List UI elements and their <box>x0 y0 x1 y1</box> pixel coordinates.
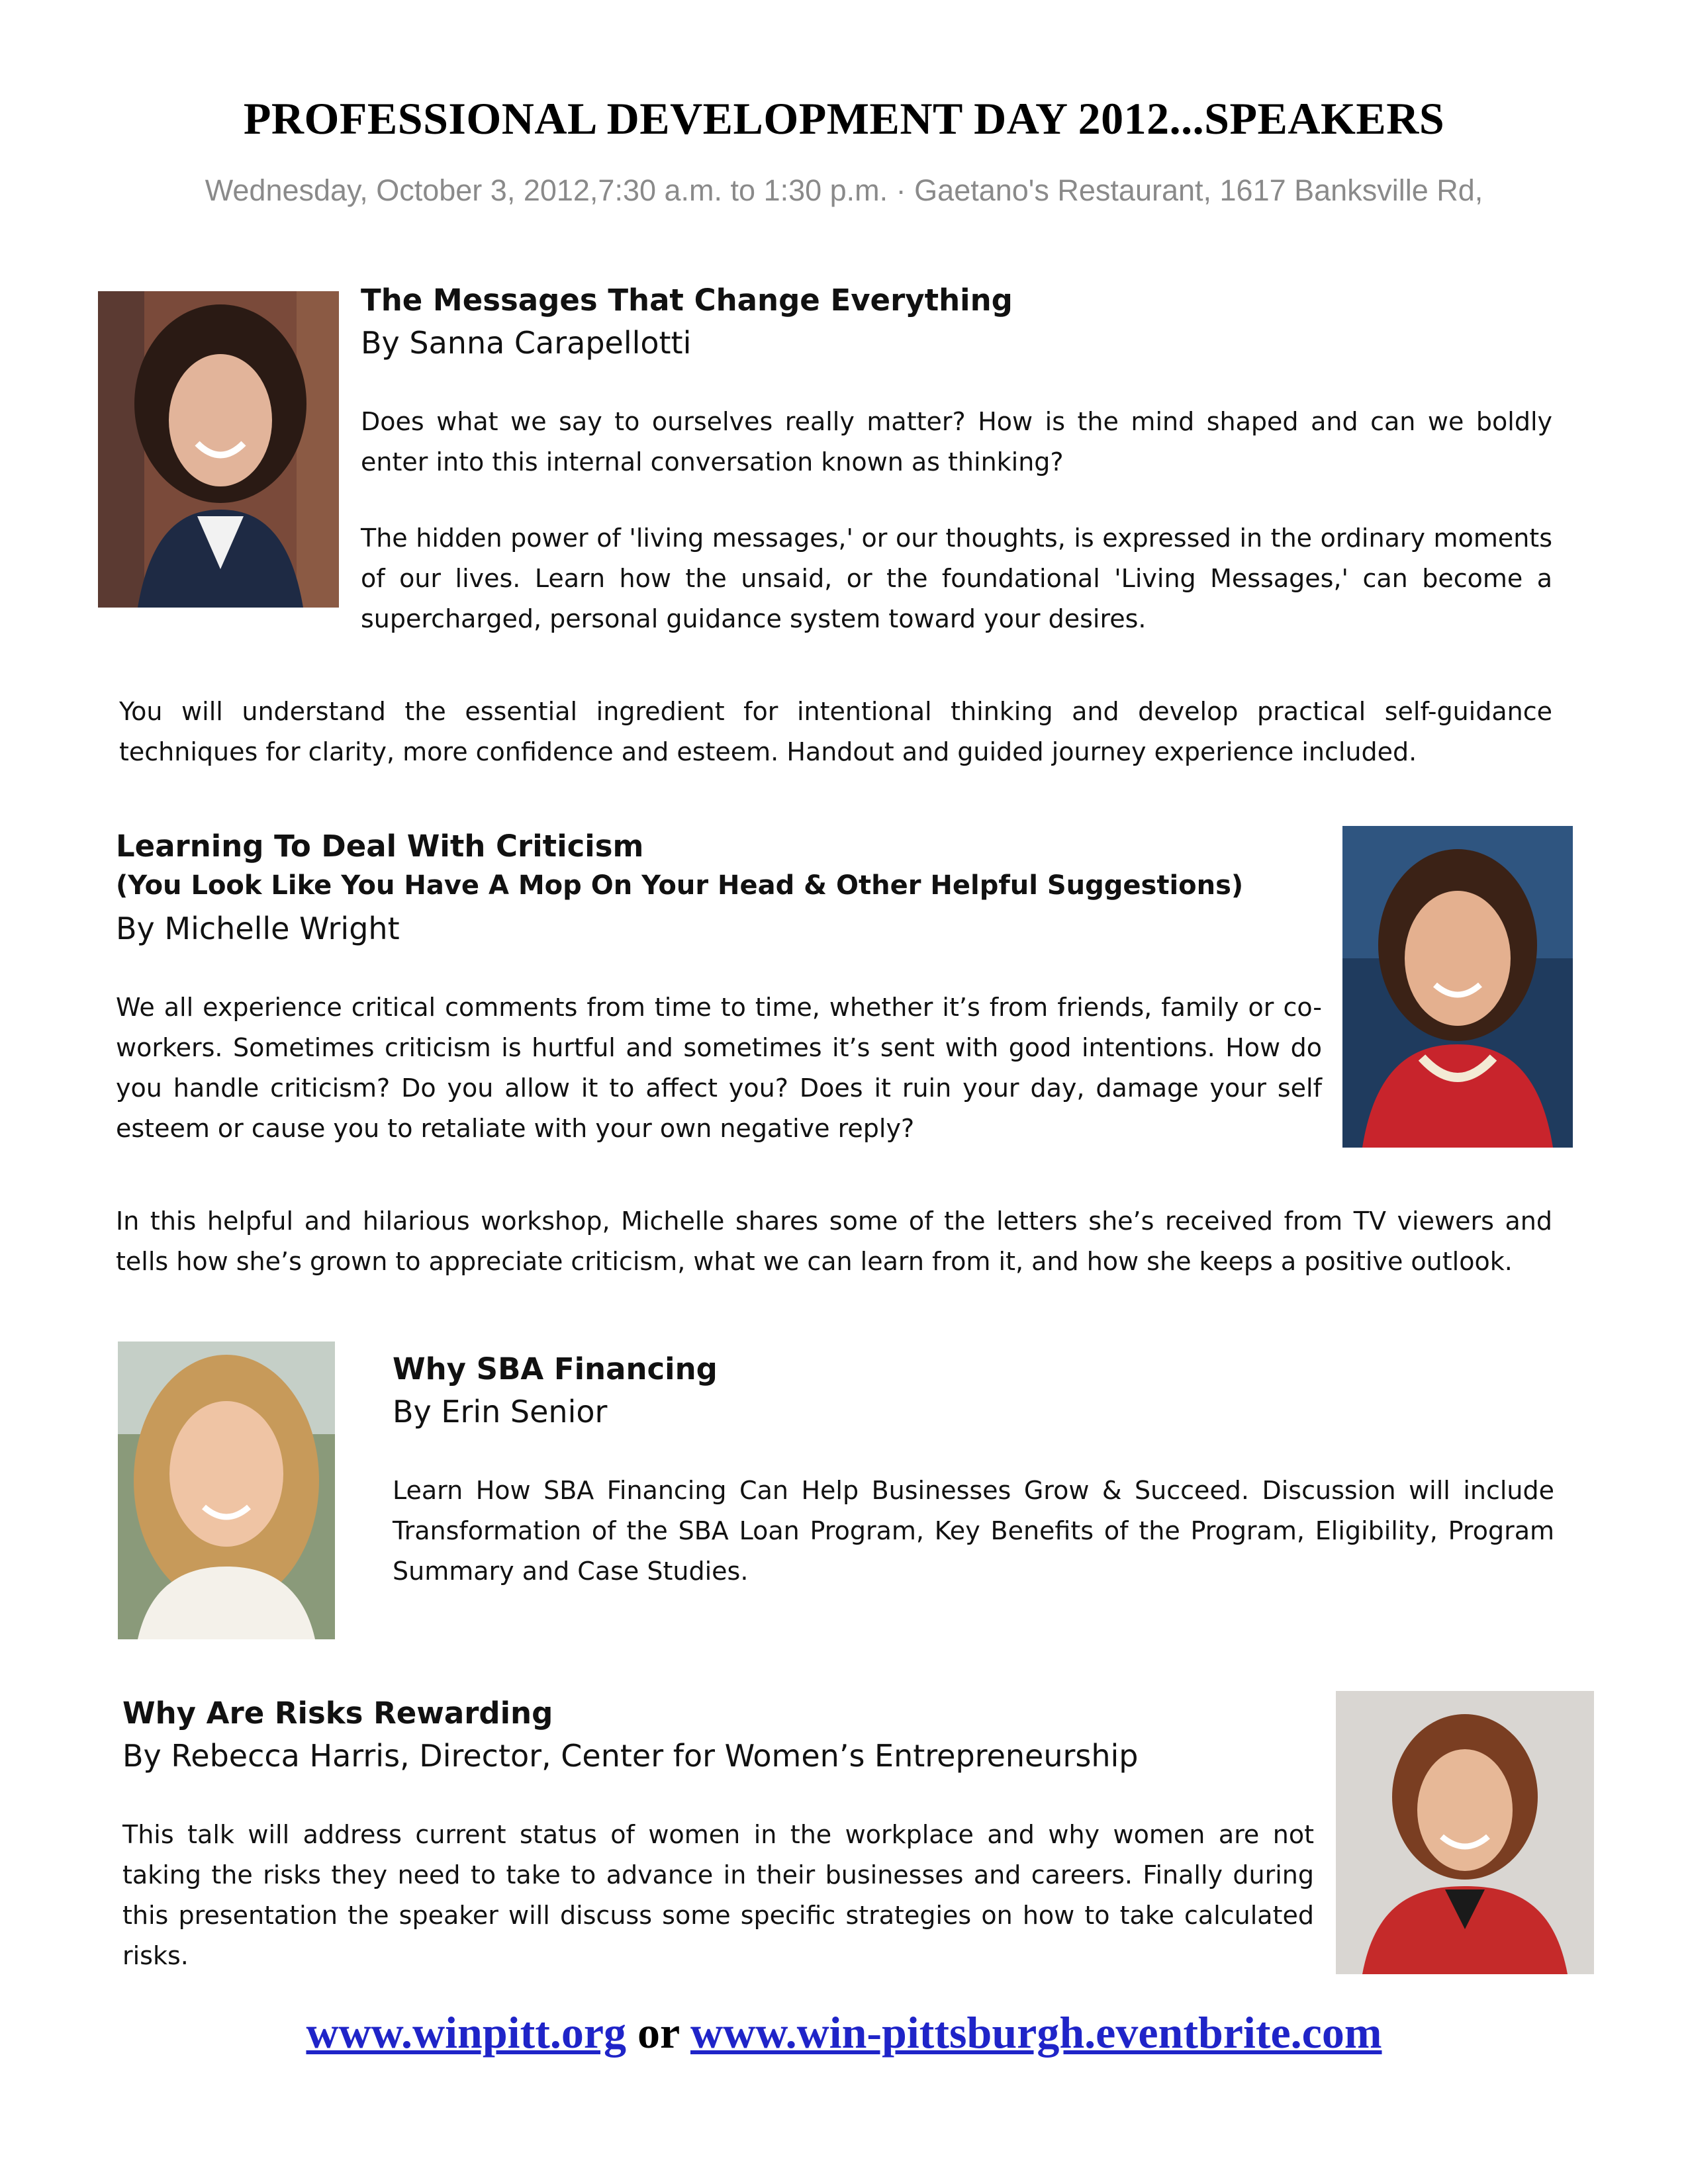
speaker-byline: By Michelle Wright <box>116 911 400 946</box>
talk-title: Why Are Risks Rewarding <box>122 1696 553 1731</box>
event-details: Wednesday, October 3, 2012,7:30 a.m. to 1:30 p.m. · Gaetano's Restaurant, 1617 Banksville Rd, <box>205 173 1483 207</box>
talk-description: This talk will address current status of women in the workplace and why women are not taking the risks they need to take to advance in their businesses and careers. Finally during this presentation the speaker will discuss some specific strategies on how to take calculated risks. <box>122 1820 1314 1970</box>
talk-title: Why SBA Financing <box>393 1351 718 1387</box>
talk-description: In this helpful and hilarious workshop, Michelle shares some of the letters she’s received from TV viewers and tells how she’s grown to appreciate criticism, what we can learn from it, and how she keeps a positive outlook. <box>116 1206 1552 1276</box>
winpitt-link[interactable]: www.winpitt.org <box>306 2007 627 2058</box>
eventbrite-link[interactable]: www.win-pittsburgh.eventbrite.com <box>690 2007 1382 2058</box>
speaker-section-sanna <box>361 281 1552 639</box>
talk-description: Learn How SBA Financing Can Help Businesses Grow & Succeed. Discussion will include Transformation of the SBA Loan Program, Key Benefits of the Program, Eligibility, Program Summary and Case Studies. <box>393 1476 1554 1586</box>
footer-links <box>0 2007 1688 2059</box>
speaker-photo-rebecca <box>1336 1691 1594 1974</box>
speaker-section-erin <box>393 1350 1554 1592</box>
talk-description: Does what we say to ourselves really matter? How is the mind shaped and can we boldly enter into this internal conversation known as thinking? <box>361 407 1552 477</box>
speaker-section-rebecca <box>122 1694 1314 1976</box>
speaker-photo-erin <box>118 1342 335 1639</box>
speaker-photo-michelle <box>1342 826 1573 1148</box>
speaker-section-michelle-cont <box>116 1201 1552 1282</box>
speaker-section-michelle <box>116 827 1322 1149</box>
talk-title: The Messages That Change Everything <box>361 283 1013 318</box>
talk-title: Learning To Deal With Criticism <box>116 829 644 864</box>
talk-description: The hidden power of 'living messages,' or our thoughts, is expressed in the ordinary moments of our lives. Learn how the unsaid, or the foundational 'Living Messages,' can become a supercharged, personal guidance system toward your desires. <box>361 523 1552 633</box>
talk-description: You will understand the essential ingredient for intentional thinking and develop practical self-guidance techniques for clarity, more confidence and esteem. Handout and guided journey experience included. <box>119 697 1552 766</box>
footer-separator: or <box>626 2007 690 2058</box>
talk-description: We all experience critical comments from time to time, whether it’s from friends, family or co-workers. Sometimes criticism is hurtful and sometimes it’s sent with good intentions. How do you handle criticism? Do you allow it to affect you? Does it ruin your day, damage your self esteem or cause you to retaliate with your own negative reply? <box>116 993 1322 1143</box>
speaker-section-sanna-cont <box>119 692 1552 772</box>
talk-subtitle: (You Look Like You Have A Mop On Your Head & Other Helpful Suggestions) <box>116 870 1244 901</box>
speaker-byline: By Rebecca Harris, Director, Center for Women’s Entrepreneurship <box>122 1738 1139 1774</box>
speaker-byline: By Erin Senior <box>393 1394 608 1430</box>
speaker-photo-sanna <box>98 291 339 608</box>
page-title: PROFESSIONAL DEVELOPMENT DAY 2012...SPEAKERS <box>243 93 1445 144</box>
speaker-byline: By Sanna Carapellotti <box>361 325 692 361</box>
